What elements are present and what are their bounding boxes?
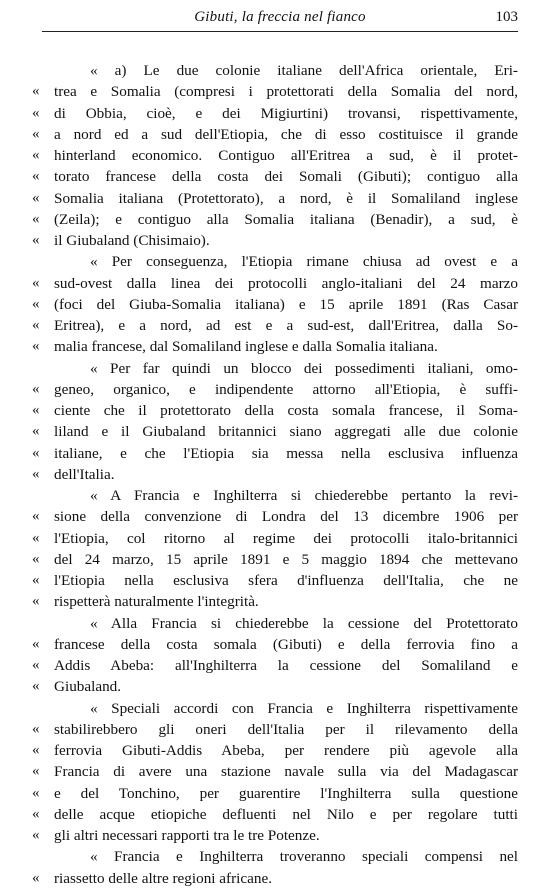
- line-text: sione della convenzione di Londra del 13 dicembre 1906 per: [54, 508, 518, 526]
- continuation-quote-mark: «: [32, 869, 40, 886]
- line-text: gli altri necessari rapporti tra le tre Potenze.: [54, 827, 320, 844]
- text-line: [32, 464, 518, 485]
- line-text: « Per far quindi un blocco dei possedimenti italiani, omo-: [90, 359, 518, 377]
- text-line: [32, 846, 518, 867]
- line-text: « Speciali accordi con Francia e Inghilterra rispettivamente: [90, 699, 518, 717]
- text-line: [32, 273, 518, 294]
- line-text: (Zeila); e contiguo alla Somalia italiana (Benadir), a sud, è: [54, 210, 518, 228]
- line-text: del 24 marzo, 15 aprile 1891 e 5 maggio 1894 che mettevano: [54, 550, 518, 568]
- line-text: geneo, organico, e indipendente attorno all'Etiopia, è suffi-: [54, 380, 518, 398]
- text-line: [32, 358, 518, 379]
- text-line: [32, 761, 518, 782]
- line-text: hinterland economico. Contiguo all'Eritrea a sud, è il protet-: [54, 147, 518, 164]
- continuation-quote-mark: «: [32, 295, 40, 312]
- continuation-quote-mark: «: [32, 104, 40, 121]
- line-text: Addis Abeba: all'Inghilterra la cessione del Somaliland e: [54, 657, 518, 674]
- continuation-quote-mark: «: [32, 402, 40, 418]
- text-line: [32, 528, 518, 549]
- continuation-quote-mark: «: [32, 678, 40, 695]
- line-text: ciente che il protettorato della costa somala francese, il Soma-: [54, 402, 518, 419]
- line-text: « Per conseguenza, l'Etiopia rimane chiusa ad ovest e a: [90, 253, 518, 271]
- body-text: [32, 60, 518, 889]
- text-line: [32, 230, 518, 251]
- text-line: [32, 294, 518, 315]
- continuation-quote-mark: «: [32, 763, 40, 780]
- text-line: [32, 400, 518, 421]
- continuation-quote-mark: «: [32, 827, 40, 843]
- continuation-quote-mark: «: [32, 189, 40, 206]
- line-text: Francia di avere una stazione navale sulla via del Madagascar: [54, 763, 518, 781]
- continuation-quote-mark: «: [32, 168, 40, 185]
- text-line: [32, 591, 518, 612]
- line-text: a nord ed a sud dell'Etiopia, che di esso costituisce il grande: [54, 125, 518, 143]
- text-line: [32, 251, 518, 272]
- continuation-quote-mark: «: [32, 380, 40, 397]
- continuation-quote-mark: «: [32, 784, 40, 801]
- continuation-quote-mark: «: [32, 232, 40, 248]
- line-text: l'Etiopia, col ritorno al regime dei protocolli italo-britannici: [54, 529, 518, 547]
- text-line: [32, 698, 518, 719]
- running-header: [42, 5, 518, 32]
- line-text: sud-ovest dalla linea dei protocolli anglo-italiani del 24 marzo: [54, 274, 518, 292]
- text-line: [32, 655, 518, 676]
- line-text: Giubaland.: [54, 678, 122, 696]
- line-text: « a) Le due colonie italiane dell'Africa orientale, Eri-: [90, 62, 518, 79]
- line-text: liland e il Giubaland britannici siano aggregati alle due colonie: [54, 423, 518, 441]
- text-line: [32, 145, 518, 166]
- continuation-quote-mark: «: [32, 805, 40, 822]
- line-text: ferrovia Gibuti-Addis Abeba, per rendere più agevole alla: [54, 742, 518, 759]
- continuation-quote-mark: «: [32, 147, 40, 163]
- continuation-quote-mark: «: [32, 593, 40, 610]
- line-text: di Obbia, cioè, e dei Migiurtini) trovansi, rispettivamente,: [54, 104, 518, 122]
- continuation-quote-mark: «: [32, 742, 40, 758]
- line-text: « A Francia e Inghilterra si chiederebbe pertanto la revi-: [90, 487, 518, 504]
- line-text: Eritrea), e a nord, ad est e a sud-est, dall'Eritrea, dalla So-: [54, 317, 518, 334]
- continuation-quote-mark: «: [32, 508, 40, 525]
- text-line: [32, 783, 518, 804]
- continuation-quote-mark: «: [32, 274, 40, 291]
- continuation-quote-mark: «: [32, 465, 40, 482]
- text-line: [32, 209, 518, 230]
- text-line: [32, 166, 518, 187]
- text-line: [32, 421, 518, 442]
- continuation-quote-mark: «: [32, 572, 40, 588]
- text-line: [32, 719, 518, 740]
- text-line: [32, 868, 518, 889]
- text-line: [32, 315, 518, 336]
- text-line: [32, 443, 518, 464]
- continuation-quote-mark: «: [32, 444, 40, 461]
- text-line: [32, 549, 518, 570]
- line-text: il Giubaland (Chisimaio).: [54, 232, 210, 249]
- continuation-quote-mark: «: [32, 317, 40, 333]
- text-line: [32, 825, 518, 846]
- line-text: « Francia e Inghilterra troveranno speciali compensi nel: [90, 848, 518, 866]
- line-text: torato francese della costa dei Somali (Gibuti); contiguo alla: [54, 168, 518, 186]
- line-text: delle acque etiopiche defluenti nel Nilo e per regolare tutti: [54, 805, 518, 823]
- page-number: 103: [495, 9, 518, 25]
- continuation-quote-mark: «: [32, 125, 40, 142]
- text-line: [32, 485, 518, 506]
- text-line: [32, 570, 518, 591]
- line-text: dell'Italia.: [54, 465, 115, 483]
- continuation-quote-mark: «: [32, 83, 40, 100]
- text-line: [32, 506, 518, 527]
- text-line: [32, 124, 518, 145]
- line-text: malia francese, dal Somaliland inglese e dalla Somalia italiana.: [54, 338, 438, 356]
- line-text: francese della costa somala (Gibuti) e della ferrovia fino a: [54, 635, 518, 653]
- text-line: [32, 613, 518, 634]
- text-line: [32, 379, 518, 400]
- text-line: [32, 740, 518, 761]
- line-text: l'Etiopia nella esclusiva sfera d'influenza dell'Italia, che ne: [54, 572, 518, 589]
- line-text: « Alla Francia si chiederebbe la cessione del Protettorato: [90, 614, 518, 632]
- running-title: Gibuti, la freccia nel fianco: [194, 9, 366, 25]
- continuation-quote-mark: «: [32, 635, 40, 652]
- text-line: [32, 336, 518, 357]
- continuation-quote-mark: «: [32, 550, 40, 567]
- continuation-quote-mark: «: [32, 210, 40, 227]
- text-line: [32, 81, 518, 102]
- text-line: [32, 676, 518, 697]
- continuation-quote-mark: «: [32, 529, 40, 546]
- line-text: Somalia italiana (Protettorato), a nord, è il Somaliland inglese: [54, 189, 518, 207]
- continuation-quote-mark: «: [32, 720, 40, 737]
- text-line: [32, 60, 518, 81]
- continuation-quote-mark: «: [32, 423, 40, 440]
- line-text: rispetterà naturalmente l'integrità.: [54, 593, 259, 611]
- continuation-quote-mark: «: [32, 338, 40, 355]
- line-text: trea e Somalia (compresi i protettorati della Somalia del nord,: [54, 83, 518, 101]
- text-line: [32, 634, 518, 655]
- line-text: stabilirebbero gli oneri dell'Italia per il rilevamento della: [54, 720, 518, 738]
- line-text: (foci del Giuba-Somalia italiana) e 15 aprile 1891 (Ras Casar: [54, 295, 518, 313]
- text-line: [32, 804, 518, 825]
- line-text: italiane, e che l'Etiopia sia messa nella esclusiva influenza: [54, 444, 518, 462]
- line-text: riassetto delle altre regioni africane.: [54, 869, 273, 887]
- text-line: [32, 103, 518, 124]
- continuation-quote-mark: «: [32, 657, 40, 673]
- line-text: e del Tonchino, per guarentire l'Inghilterra sulla questione: [54, 784, 518, 802]
- text-line: [32, 188, 518, 209]
